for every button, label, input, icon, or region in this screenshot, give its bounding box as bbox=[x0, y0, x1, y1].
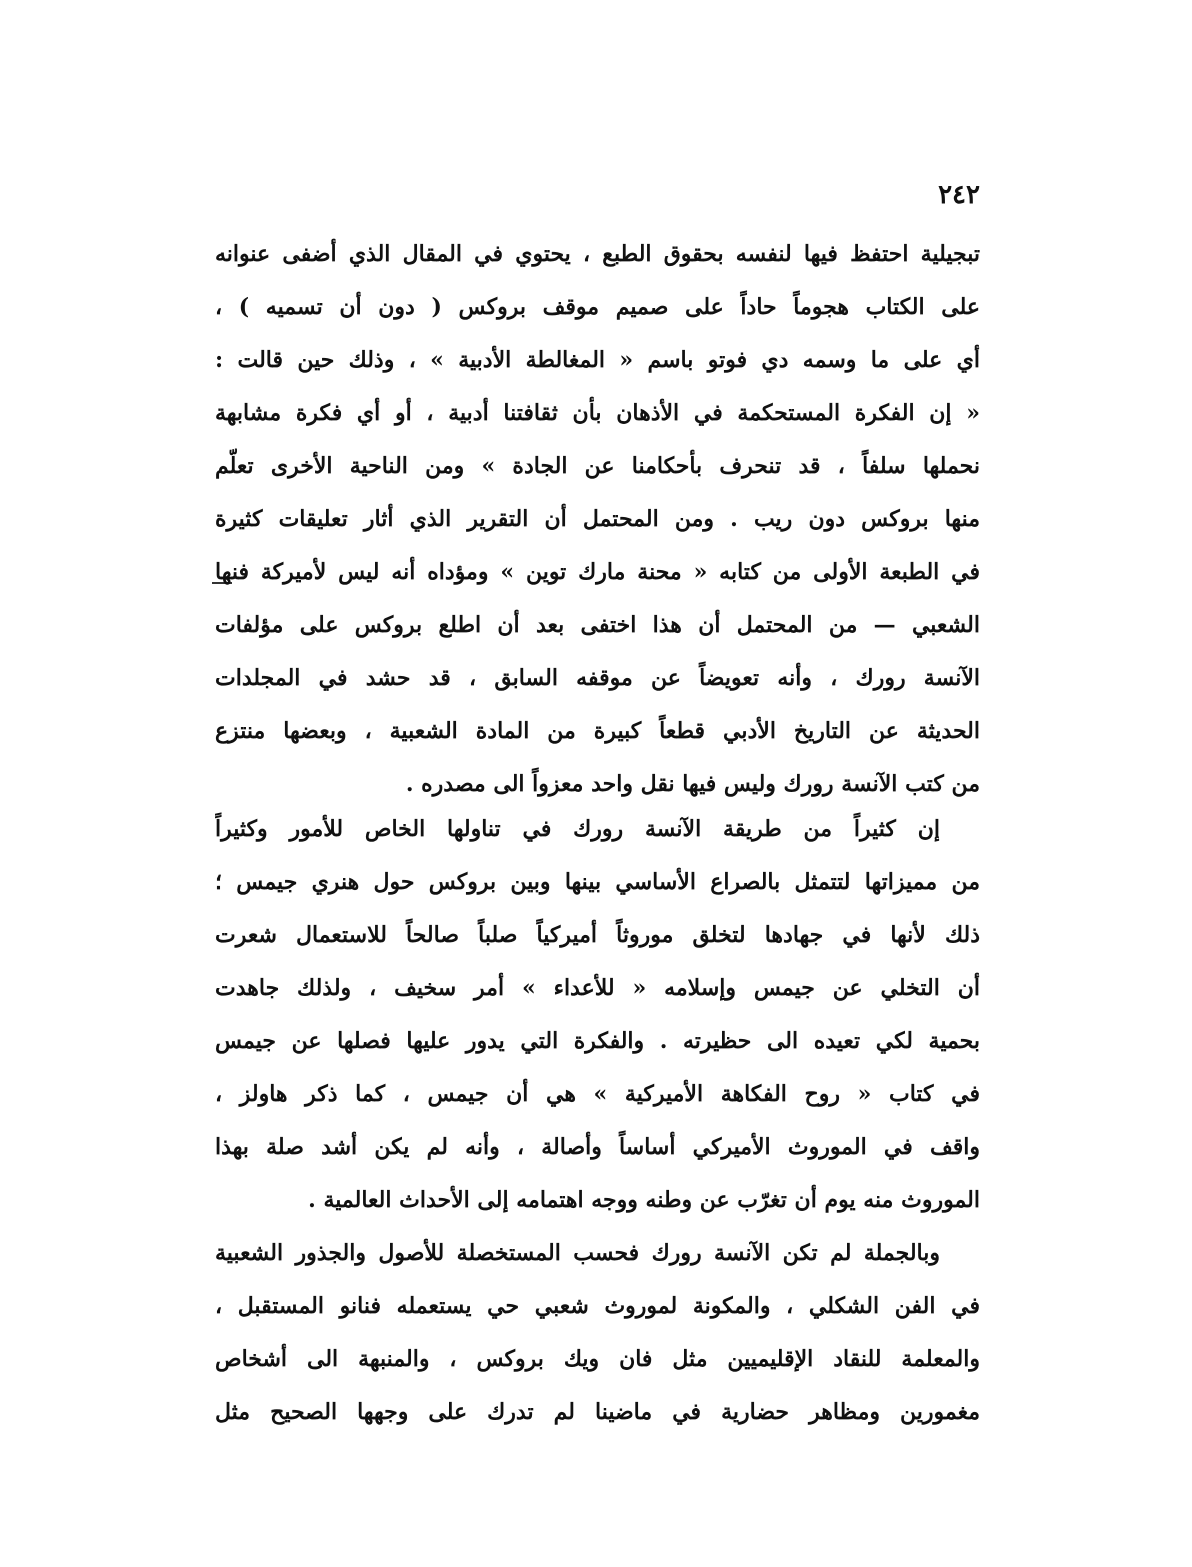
page-number: ٢٤٢ bbox=[938, 180, 980, 210]
text-line: والمعلمة للنقاد الإقليميين مثل فان ويك بروكس ، والمنبهة الى أشخاص bbox=[215, 1346, 980, 1372]
text-line: في الطبعة الأولى من كتابه « محنة مارك توين » ومؤداه أنه ليس لأميركة فنها bbox=[215, 559, 980, 585]
text-line: « إن الفكرة المستحكمة في الأذهان بأن ثقافتنا أدبية ، أو أي فكرة مشابهة bbox=[215, 400, 980, 426]
text-line: نحملها سلفاً ، قد تنحرف بأحكامنا عن الجادة » ومن الناحية الأخرى تعلّم bbox=[215, 453, 980, 479]
text-line: منها بروكس دون ريب . ومن المحتمل أن التقرير الذي أثار تعليقات كثيرة bbox=[215, 506, 980, 532]
text-line: بحمية لكي تعيده الى حظيرته . والفكرة التي يدور عليها فصلها عن جيمس bbox=[215, 1028, 980, 1054]
text-line: إن كثيراً من طريقة الآنسة رورك في تناولها الخاص للأمور وكثيراً bbox=[215, 816, 940, 842]
text-line: وبالجملة لم تكن الآنسة رورك فحسب المستخصلة للأصول والجذور الشعبية bbox=[215, 1240, 940, 1266]
text-line: في الفن الشكلي ، والمكونة لموروث شعبي حي يستعمله فنانو المستقبل ، bbox=[215, 1293, 980, 1319]
text-line: في كتاب « روح الفكاهة الأميركية » هي أن جيمس ، كما ذكر هاولز ، bbox=[215, 1081, 980, 1107]
text-line: أي على ما وسمه دي فوتو باسم « المغالطة الأدبية » ، وذلك حين قالت : bbox=[215, 347, 980, 373]
text-line: الموروث منه يوم أن تغرّب عن وطنه ووجه اهتمامه إلى الأحداث العالمية . bbox=[308, 1187, 980, 1213]
text-line: الآنسة رورك ، وأنه تعويضاً عن موقفه السابق ، قد حشد في المجلدات bbox=[215, 665, 980, 691]
text-line: تبجيلية احتفظ فيها لنفسه بحقوق الطبع ، يحتوي في المقال الذي أضفى عنوانه bbox=[215, 241, 980, 267]
paragraph-1 bbox=[215, 228, 980, 811]
text-line: مغمورين ومظاهر حضارية في ماضينا لم تدرك على وجهها الصحيح مثل bbox=[215, 1399, 980, 1425]
text-line: الحديثة عن التاريخ الأدبي قطعاً كبيرة من المادة الشعبية ، وبعضها منتزع bbox=[215, 718, 980, 744]
text-line: من كتب الآنسة رورك وليس فيها نقل واحد معزواً الى مصدره . bbox=[405, 771, 980, 797]
text-line: على الكتاب هجوماً حاداً على صميم موقف بروكس ( دون أن تسميه ) ، bbox=[215, 294, 980, 320]
text-line: من مميزاتها لتتمثل بالصراع الأساسي بينها وبين بروكس حول هنري جيمس ؛ bbox=[215, 869, 980, 895]
text-line: واقف في الموروث الأميركي أساساً وأصالة ، وأنه لم يكن أشد صلة بهذا bbox=[215, 1134, 980, 1160]
text-line: الشعبي — من المحتمل أن هذا اختفى بعد أن اطلع بروكس على مؤلفات bbox=[215, 612, 980, 638]
text-line: أن التخلي عن جيمس وإسلامه « للأعداء » أمر سخيف ، ولذلك جاهدت bbox=[215, 975, 980, 1001]
paragraph-2 bbox=[215, 803, 980, 1439]
text-line: ذلك لأنها في جهادها لتخلق موروثاً أميركياً صلباً صالحاً للاستعمال شعرت bbox=[215, 922, 980, 948]
